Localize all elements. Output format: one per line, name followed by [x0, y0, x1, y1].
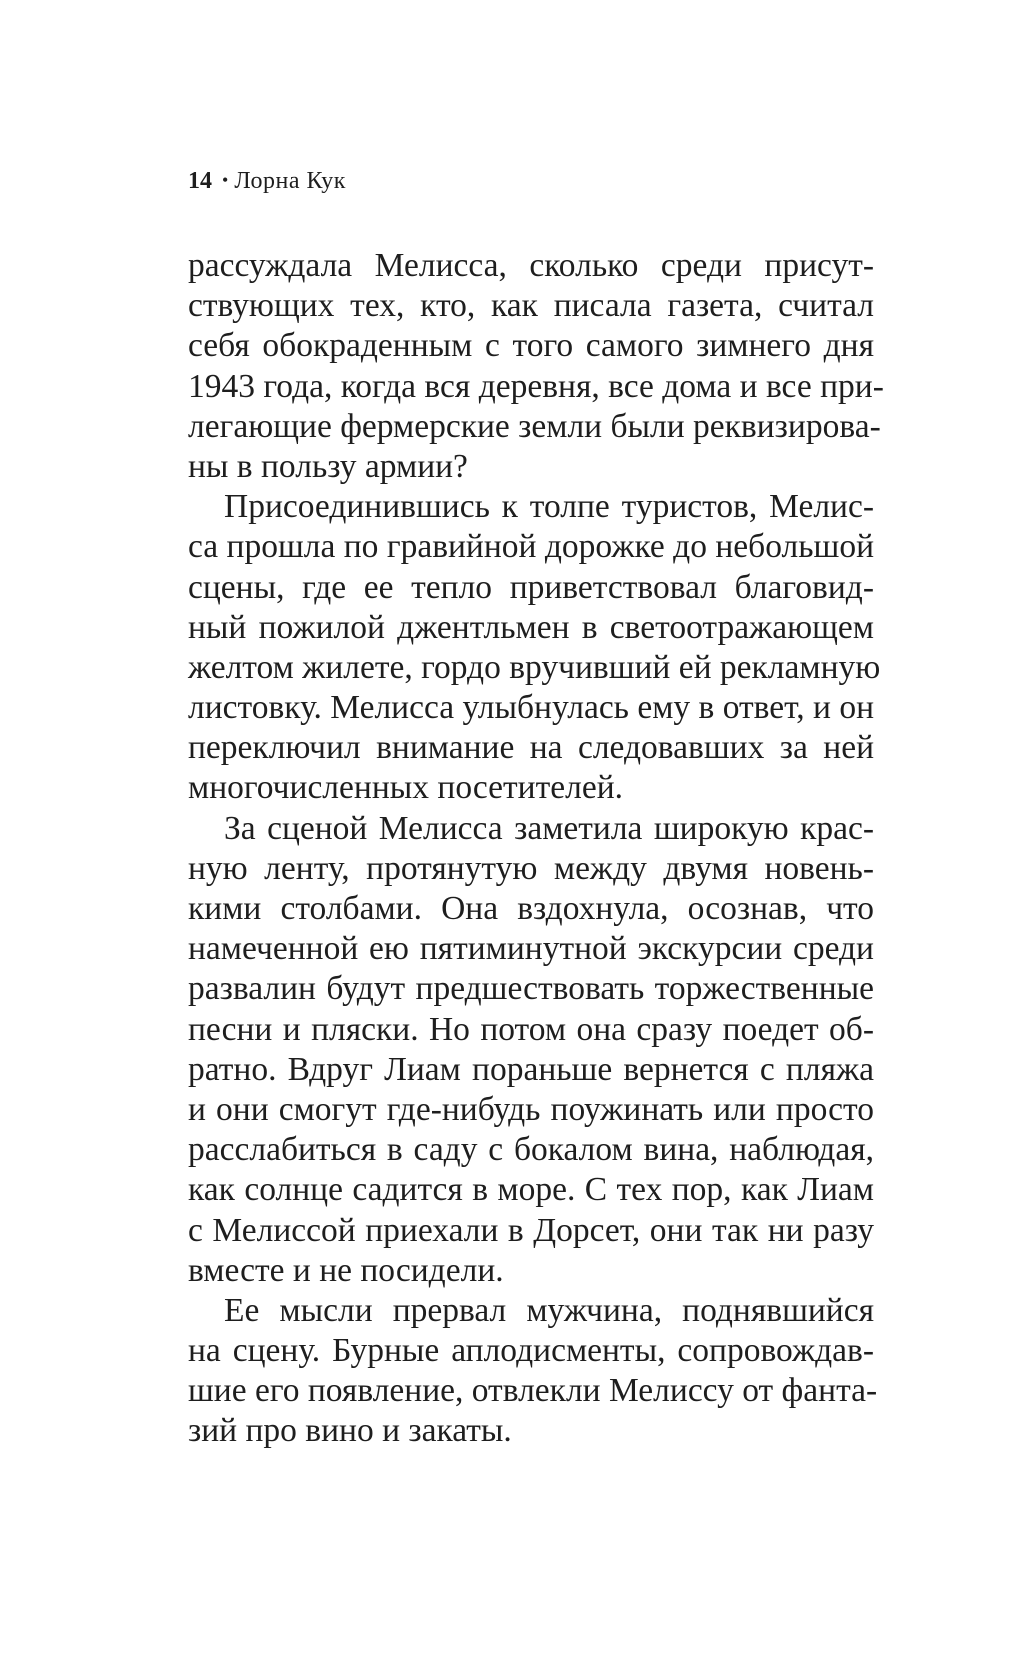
text-line: с Мелиссой приехали в Дорсет, они так ни разу — [188, 1211, 874, 1249]
text-line: кими столбами. Она вздохнула, осознав, что — [188, 890, 874, 927]
text-line: и они смогут где-нибудь поужинать или просто — [188, 1090, 874, 1128]
header-author: Лорна Кук — [234, 168, 346, 194]
text-line: развалин будут предшествовать торжественные — [188, 970, 874, 1008]
text-line: вместе и не посидели. — [188, 1251, 504, 1289]
text-line: на сцену. Бурные аплодисменты, сопровождав- — [188, 1332, 874, 1370]
text-line: многочисленных посетителей. — [188, 769, 624, 807]
text-line: са прошла по гравийной дорожке до небольшой — [188, 528, 874, 566]
text-line: песни и пляски. Но потом она сразу поедет об- — [188, 1010, 874, 1048]
text-line: легающие фермерские земли были реквизирова- — [188, 407, 881, 445]
text-line: ны в пользу армии? — [188, 447, 468, 485]
text-line: Присоединившись к толпе туристов, Мелис- — [224, 488, 874, 526]
text-line: шие его появление, отвлекли Мелиссу от фанта- — [188, 1372, 878, 1410]
text-line: ратно. Вдруг Лиам пораньше вернется с пляжа — [188, 1050, 874, 1088]
page-number: 14 — [188, 168, 212, 194]
text-line: сцены, где ее тепло приветствовал благовид- — [188, 568, 874, 606]
text-line: Ее мысли прервал мужчина, поднявшийся — [224, 1291, 874, 1329]
running-header — [188, 166, 346, 197]
text-line: листовку. Мелисса улыбнулась ему в ответ, и он — [188, 689, 875, 727]
text-line: расслабиться в саду с бокалом вина, наблюдая, — [188, 1131, 874, 1169]
text-line: ный пожилой джентльмен в светоотражающем — [188, 608, 874, 646]
body-text — [188, 246, 884, 1452]
text-line: намеченной ею пятиминутной экскурсии среди — [188, 930, 874, 968]
header-bullet: • — [222, 170, 229, 190]
text-line: ствующих тех, кто, как писала газета, считал — [188, 287, 874, 325]
text-line: себя обокраденным с того самого зимнего дня — [188, 327, 874, 365]
text-line: 1943 года, когда вся деревня, все дома и все при- — [188, 367, 884, 405]
text-line: зий про вино и закаты. — [188, 1412, 512, 1450]
text-line: переключил внимание на следовавших за ней — [188, 729, 874, 767]
text-line: рассуждала Мелисса, сколько среди присут- — [188, 247, 874, 284]
text-line: За сценой Мелисса заметила широкую крас- — [224, 809, 874, 847]
text-line: желтом жилете, гордо вручивший ей рекламную — [188, 648, 881, 686]
text-line: как солнце садится в море. С тех пор, как Лиам — [188, 1171, 874, 1209]
text-line: ную ленту, протянутую между двумя новень- — [188, 849, 874, 887]
